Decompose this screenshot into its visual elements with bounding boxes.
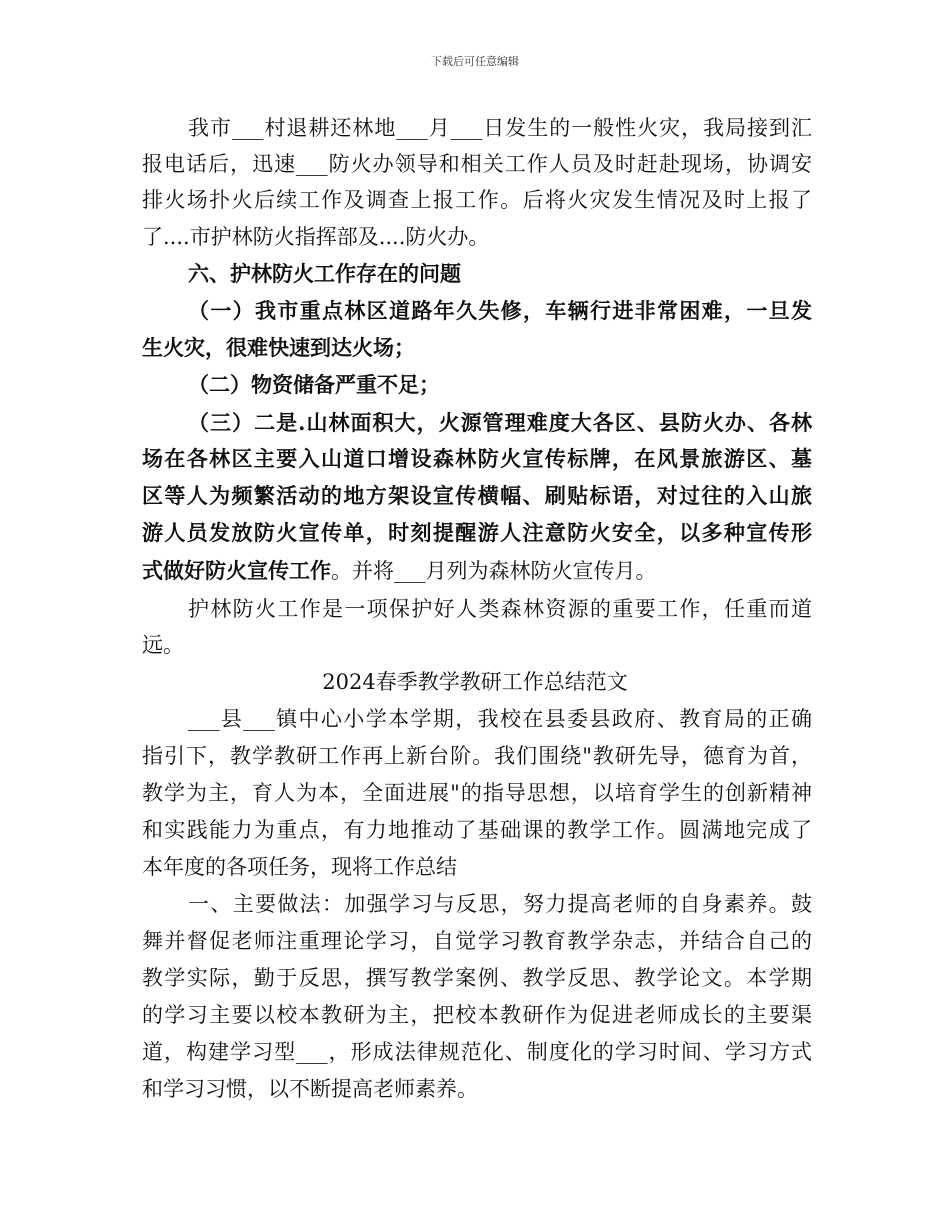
paragraph-line: 护林防火工作是一项保护好人类森林资源的重要工作，任重而道: [188, 597, 812, 621]
list-item-line: [142, 556, 812, 586]
list-item-line: 游人员发放防火宣传单，时刻提醒游人注意防火安全，以多种宣传形: [142, 520, 812, 545]
paragraph-line: 报电话后，迅速___防火办领导和相关工作人员及时赶赴现场，协调安: [142, 152, 812, 176]
paragraph-line: 排火场扑火后续工作及调查上报工作。后将火灾发生情况及时上报了: [142, 188, 812, 212]
list-item-line: （一）我市重点林区道路年久失修，车辆行进非常困难，一旦发: [188, 298, 812, 323]
bold-text: 式做好防火宣传工作: [142, 558, 331, 583]
paragraph-line: 了....市护林防火指挥部及....防火办。: [142, 225, 490, 249]
paragraph-line: 我市___村退耕还林地___月___日发生的一般性火灾，我局接到汇: [188, 116, 812, 140]
list-item-line: （三）二是.山林面积大，火源管理难度大各区、县防火办、各林: [188, 410, 812, 435]
list-item-line: 场在各林区主要入山道口增设森林防火宣传标牌，在风景旅游区、墓: [142, 446, 812, 471]
paragraph-line: 的学习主要以校本教研为主，把校本教研作为促进老师成长的主要渠: [142, 1003, 812, 1027]
list-item-line: （二）物资储备严重不足；: [188, 372, 440, 397]
paragraph-line: 教学实际，勤于反思，撰写教学案例、教学反思、教学论文。本学期: [142, 966, 812, 990]
article-title: 2024春季教学教研工作总结范文: [322, 670, 628, 694]
section-heading: 六、护林防火工作存在的问题: [188, 261, 461, 286]
paragraph-line: 一、主要做法：加强学习与反思，努力提高老师的自身素养。鼓: [188, 892, 812, 916]
paragraph-line: 指引下，教学教研工作再上新台阶。我们围绕"教研先导，德育为首，: [142, 744, 812, 768]
paragraph-line: ___县___镇中心小学本学期，我校在县委县政府、教育局的正确: [188, 707, 812, 731]
paragraph-line: 教学为主，育人为本，全面进展"的指导思想，以培育学生的创新精神: [142, 781, 812, 805]
paragraph-line: 舞并督促老师注重理论学习，自觉学习教育教学杂志，并结合自己的: [142, 929, 812, 953]
paragraph-line: 和学习习惯，以不断提高老师素养。: [142, 1077, 478, 1101]
paragraph-line: 本年度的各项任务，现将工作总结: [142, 855, 457, 879]
paragraph-line: 和实践能力为重点，有力地推动了基础课的教学工作。圆满地完成了: [142, 818, 812, 842]
list-item-line: 区等人为频繁活动的地方架设宣传横幅、刷贴标语，对过往的入山旅: [142, 483, 812, 508]
page-header: 下载后可任意编辑: [431, 55, 519, 68]
list-item-line: 生火灾，很难快速到达火场；: [142, 335, 415, 360]
paragraph-line: 远。: [142, 633, 184, 657]
normal-text: 。并将___月列为森林防火宣传月。: [331, 559, 657, 583]
paragraph-line: 道，构建学习型___，形成法律规范化、制度化的学习时间、学习方式: [142, 1040, 812, 1064]
